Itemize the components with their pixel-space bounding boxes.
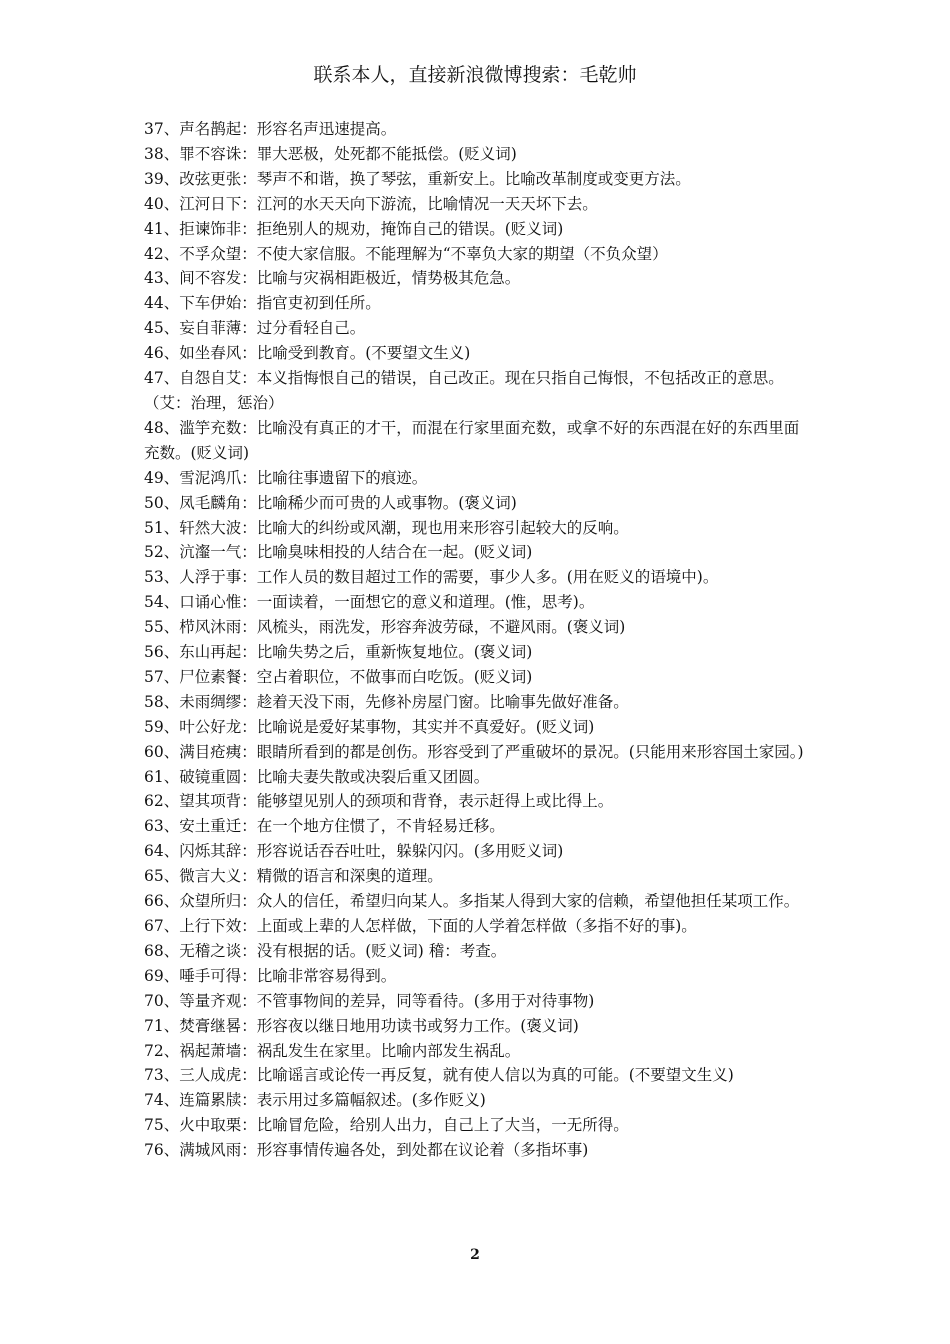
list-item: 63、安土重迁：在一个地方住惯了，不肯轻易迁移。 [144,817,505,836]
idiom-list [144,117,810,1163]
list-item: 47、自怨自艾：本义指悔恨自己的错误，自己改正。现在只指自己悔恨，不包括改正的意思。（艾：治理，惩治） [144,369,784,412]
list-item: 64、闪烁其辞：形容说话吞吞吐吐，躲躲闪闪。(多用贬义词) [144,842,564,861]
list-item: 37、声名鹊起：形容名声迅速提高。 [144,120,397,138]
list-item: 62、望其项背：能够望见别人的颈项和背脊，表示赶得上或比得上。 [144,792,614,811]
list-item: 51、轩然大波：比喻大的纠纷或风潮，现也用来形容引起较大的反响。 [144,518,629,537]
list-item: 73、三人成虎：比喻谣言或论传一再反复，就有使人信以为真的可能。(不要望文生义) [144,1066,734,1085]
list-item: 75、火中取栗：比喻冒危险，给别人出力，自己上了大当，一无所得。 [144,1116,629,1135]
list-item: 72、祸起萧墙：祸乱发生在家里。比喻内部发生祸乱。 [144,1041,521,1060]
list-item: 43、间不容发：比喻与灾祸相距极近，情势极其危急。 [144,269,521,288]
list-item: 45、妄自菲薄：过分看轻自己。 [144,319,366,338]
list-item: 44、下车伊始：指官吏初到任所。 [144,294,381,313]
list-item: 60、满目疮痍：眼睛所看到的都是创伤。形容受到了严重破坏的景况。(只能用来形容国土家园。) [144,742,804,761]
list-item: 68、无稽之谈：没有根据的话。(贬义词) 稽：考查。 [144,941,507,960]
list-item: 49、雪泥鸿爪：比喻往事遗留下的痕迹。 [144,468,428,487]
list-item: 74、连篇累牍：表示用过多篇幅叙述。(多作贬义) [144,1091,486,1110]
page-header: 联系本人，直接新浪微博搜索：毛乾帅 [313,64,637,86]
list-item: 67、上行下效：上面或上辈的人怎样做，下面的人学着怎样做（多指不好的事)。 [144,917,697,935]
list-item: 65、微言大义：精微的语言和深奥的道理。 [144,867,443,886]
list-item: 52、沆瀣一气：比喻臭味相投的人结合在一起。(贬义词) [144,543,533,562]
list-item: 56、东山再起：比喻失势之后，重新恢复地位。(褒义词) [144,643,533,662]
list-item: 59、叶公好龙：比喻说是爱好某事物，其实并不真爱好。(贬义词) [144,717,595,736]
list-item: 69、唾手可得：比喻非常容易得到。 [144,966,397,985]
list-item: 55、栉风沐雨：风梳头，雨洗发，形容奔波劳碌，不避风雨。(褒义词) [144,618,626,637]
list-item: 58、未雨绸缪：趁着天没下雨，先修补房屋门窗。比喻事先做好准备。 [144,692,629,711]
list-item: 46、如坐春风：比喻受到教育。(不要望文生义) [144,344,471,363]
list-item: 66、众望所归：众人的信任，希望归向某人。多指某人得到大家的信赖，希望他担任某项工作。 [144,892,800,911]
list-item: 40、江河日下：江河的水天天向下游流，比喻情况一天天坏下去。 [144,194,598,213]
list-item: 61、破镜重圆：比喻夫妻失散或决裂后重又团圆。 [144,767,490,786]
list-item: 38、罪不容诛：罪大恶极，处死都不能抵偿。(贬义词) [144,144,517,163]
list-item: 42、不孚众望：不使大家信服。不能理解为“不辜负大家的期望（不负众望） [144,244,668,263]
list-item: 41、拒谏饰非：拒绝别人的规劝，掩饰自己的错误。(贬义词) [144,219,564,238]
page-number: 2 [470,1247,480,1263]
list-item: 71、焚膏继晷：形容夜以继日地用功读书或努力工作。(褒义词) [144,1016,579,1035]
list-item: 70、等量齐观：不管事物间的差异，同等看待。(多用于对待事物) [144,991,595,1010]
list-item: 53、人浮于事：工作人员的数目超过工作的需要，事少人多。(用在贬义的语境中)。 [144,568,719,587]
list-item: 57、尸位素餐：空占着职位，不做事而白吃饭。(贬义词) [144,667,533,686]
list-item: 50、凤毛麟角：比喻稀少而可贵的人或事物。(褒义词) [144,493,517,512]
list-item: 76、满城风雨：形容事情传遍各处，到处都在议论着（多指坏事) [144,1141,589,1160]
list-item: 54、口诵心惟：一面读着，一面想它的意义和道理。(惟，思考)。 [144,593,595,612]
list-item: 39、改弦更张：琴声不和谐，换了琴弦，重新安上。比喻改革制度或变更方法。 [144,169,691,188]
list-item: 48、滥竽充数：比喻没有真正的才干，而混在行家里面充数，或拿不好的东西混在好的东西里面充数。(贬义词) [144,418,800,462]
